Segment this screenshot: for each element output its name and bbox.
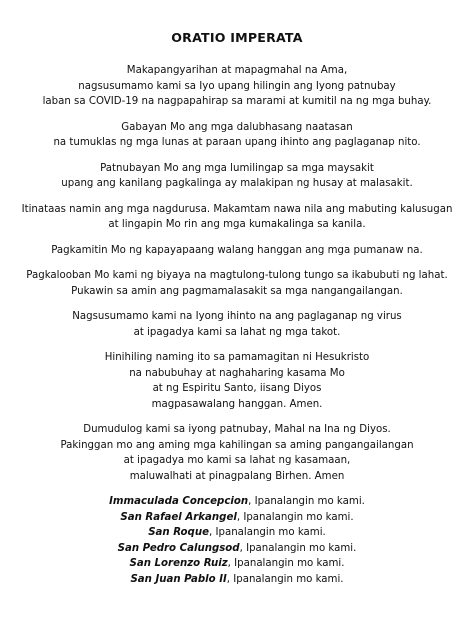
- prayer-stanza: [0, 350, 474, 412]
- saint-name: San Juan Pablo II: [130, 573, 227, 585]
- saint-response: , Ipanalangin mo kami.: [227, 558, 345, 569]
- prayer-line: Dumudulog kami sa iyong patnubay, Mahal na Ina ng Diyos.: [83, 424, 391, 435]
- prayer-line: maluwalhati at pinagpalang Birhen. Amen: [129, 470, 345, 482]
- prayer-stanza: [0, 422, 474, 484]
- saint-invocation: [0, 494, 474, 510]
- saint-name: San Pedro Calungsod: [117, 542, 240, 554]
- prayer-line: Patnubayan Mo ang mga lumilingap sa mga maysakit: [100, 162, 374, 174]
- prayer-line: Makapangyarihan at mapagmahal na Ama,: [126, 65, 348, 76]
- prayer-line: magpasawalang hanggan. Amen.: [151, 398, 323, 410]
- litany-of-saints: [0, 494, 474, 587]
- prayer-line: Nagsusumamo kami na Iyong ihinto na ang paglaganap ng virus: [72, 311, 402, 322]
- saint-invocation: [0, 525, 474, 541]
- prayer-line: Hinihiling naming ito sa pamamagitan ni Hesukristo: [104, 352, 370, 363]
- saint-invocation: [0, 541, 474, 557]
- saint-response: , Ipanalangin mo kami.: [239, 542, 357, 554]
- prayer-stanza: [0, 309, 474, 340]
- saint-name: San Lorenzo Ruiz: [129, 558, 228, 569]
- saint-name: San Roque: [148, 527, 210, 538]
- prayer-stanza: [0, 120, 474, 151]
- prayer-line: Pakinggan mo ang aming mga kahilingan sa aming pangangailangan: [60, 439, 414, 451]
- saint-response: , Ipanalangin mo kami.: [209, 527, 326, 538]
- saint-invocation: [0, 572, 474, 588]
- prayer-stanza: [0, 202, 474, 233]
- prayer-body: [0, 63, 474, 484]
- saint-invocation: [0, 510, 474, 526]
- prayer-line: at ng Espiritu Santo, iisang Diyos: [152, 383, 322, 394]
- saint-response: , Ipanalangin mo kami.: [226, 573, 344, 585]
- prayer-line: na tumuklas ng mga lunas at paraan upang ihinto ang paglaganap nito.: [53, 137, 421, 148]
- saint-name: Immaculada Concepcion: [109, 496, 249, 507]
- prayer-stanza: [0, 63, 474, 110]
- prayer-line: Pagkamitin Mo ng kapayapaang walang hanggan ang mga pumanaw na.: [51, 244, 423, 256]
- saint-response: , Ipanalangin mo kami.: [236, 511, 354, 523]
- prayer-line: Pukawin sa amin ang pagmamalasakit sa mga nangangailangan.: [71, 285, 403, 297]
- prayer-stanza: [0, 161, 474, 192]
- prayer-line: laban sa COVID-19 na nagpapahirap sa marami at kumitil na ng mga buhay.: [42, 96, 432, 107]
- prayer-line: upang ang kanilang pagkalinga ay malakipan ng husay at malasakit.: [61, 178, 413, 189]
- prayer-line: at ipagadya kami sa lahat ng mga takot.: [133, 326, 341, 338]
- prayer-line: at lingapin Mo rin ang mga kumakalinga sa kanila.: [108, 219, 366, 230]
- prayer-stanza: [0, 268, 474, 299]
- prayer-line: nagsusumamo kami sa Iyo upang hilingin ang Iyong patnubay: [78, 80, 396, 92]
- prayer-stanza: [0, 243, 474, 259]
- prayer-line: na nabubuhay at naghaharing kasama Mo: [129, 367, 345, 379]
- prayer-line: Gabayan Mo ang mga dalubhasang naatasan: [121, 121, 353, 133]
- saint-response: , Ipanalangin mo kami.: [248, 496, 365, 507]
- saint-name: San Rafael Arkangel: [120, 511, 237, 523]
- saint-invocation: [0, 556, 474, 572]
- prayer-line: Pagkalooban Mo kami ng biyaya na magtulong-tulong tungo sa ikabubuti ng lahat.: [26, 270, 448, 281]
- prayer-line: at ipagadya mo kami sa lahat ng kasamaan,: [123, 455, 351, 466]
- document-title: ORATIO IMPERATA: [171, 30, 303, 45]
- prayer-line: Itinataas namin ang mga nagdurusa. Makamtam nawa nila ang mabuting kalusugan: [21, 203, 453, 215]
